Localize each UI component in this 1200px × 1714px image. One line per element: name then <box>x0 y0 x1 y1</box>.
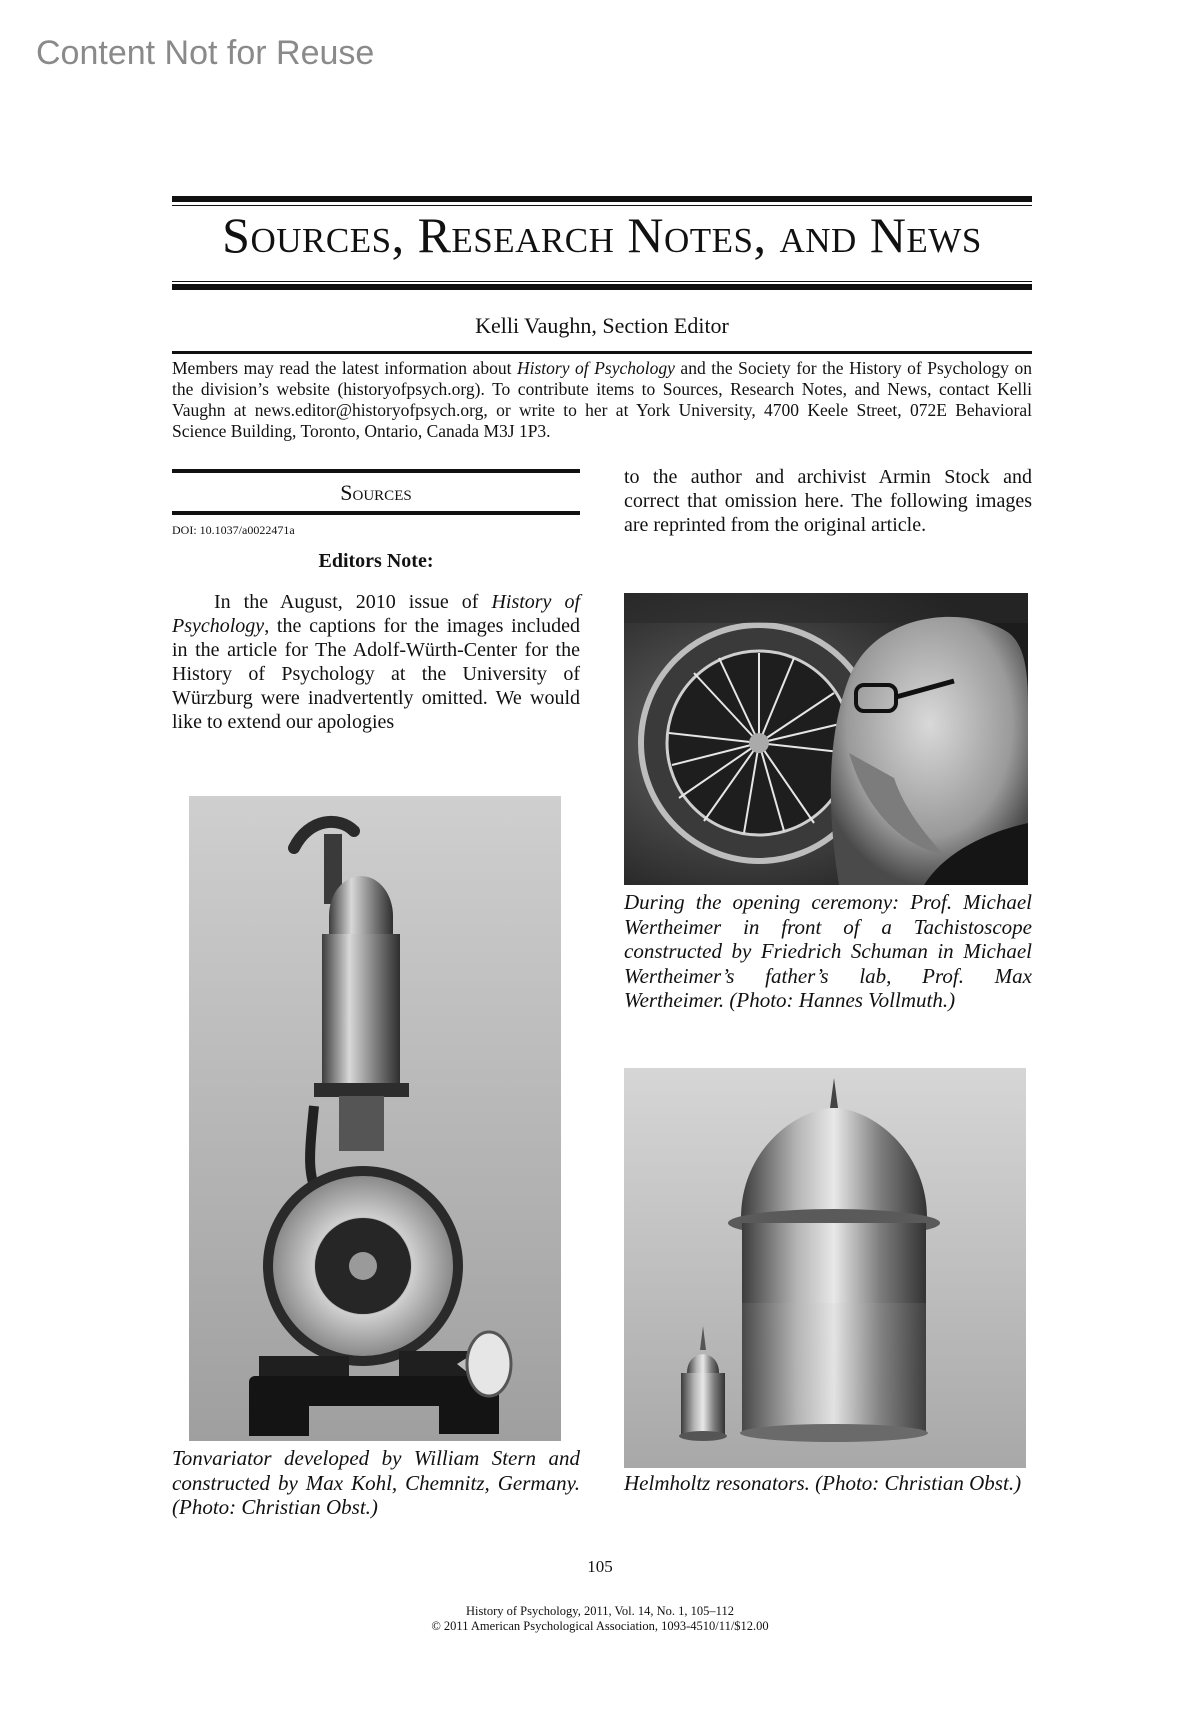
section-masthead: Sources, Research Notes, and News <box>222 207 982 263</box>
editors-note-continuation: to the author and archivist Armin Stock and correct that omission here. The following images are reprinted from the original article. <box>624 466 1032 536</box>
editor-rule <box>172 351 1032 354</box>
helmholtz-photo <box>624 1068 1026 1468</box>
journal-name: History of Psychology <box>517 358 675 378</box>
sources-heading: Sources <box>340 480 412 505</box>
masthead-bottom-rule <box>172 284 1032 290</box>
sources-top-rule <box>172 469 580 473</box>
section-editor: Kelli Vaughn, Section Editor <box>475 313 729 338</box>
footer-copyright: © 2011 American Psychological Association, 1093-4510/11/$12.00 <box>431 1619 769 1633</box>
journal-footer <box>0 1604 1200 1634</box>
wertheimer-caption: During the opening ceremony: Prof. Michael Wertheimer in front of a Tachistoscope constructed by Friedrich Schuman in Michael Wertheimer’s father’s lab, Prof. Max Wertheimer. (Photo: Hannes Vollmuth.) <box>624 890 1032 1012</box>
tonvariator-photo <box>189 796 561 1441</box>
masthead-bottom-rule-thin <box>172 281 1032 282</box>
doi: DOI: 10.1037/a0022471a <box>172 523 295 537</box>
sources-bottom-rule <box>172 511 580 515</box>
tonvariator-caption: Tonvariator developed by William Stern and constructed by Max Kohl, Chemnitz, Germany. (Photo: Christian Obst.) <box>172 1446 580 1519</box>
wertheimer-photo <box>624 593 1028 885</box>
masthead-top-rule <box>172 196 1032 202</box>
page-number: 105 <box>587 1557 613 1576</box>
helmholtz-caption: Helmholtz resonators. (Photo: Christian Obst.) <box>624 1471 1022 1495</box>
editors-note-heading: Editors Note: <box>318 550 434 572</box>
editors-note-paragraph: In the August, 2010 issue of History of Psychology, the captions for the images included in the article for The Adolf-Würth-Center for the History of Psychology at the University of Würzburg were inadvertently omitted. We would like to extend our apologies <box>172 591 580 733</box>
watermark: Content Not for Reuse <box>36 34 375 72</box>
intro-paragraph: Members may read the latest information about History of Psychology and the Society for the History of Psychology on the division’s website (historyofpsych.org). To contribute items to Sources, Research Notes, and News, contact Kelli Vaughn at news.editor@historyofpsych.org, or write to her at York University, 4700 Keele Street, 072E Behavioral Science Building, Toronto, Ontario, Canada M3J 1P3. <box>172 358 1032 441</box>
footer-citation: History of Psychology, 2011, Vol. 14, No. 1, 105–112 <box>466 1604 734 1618</box>
